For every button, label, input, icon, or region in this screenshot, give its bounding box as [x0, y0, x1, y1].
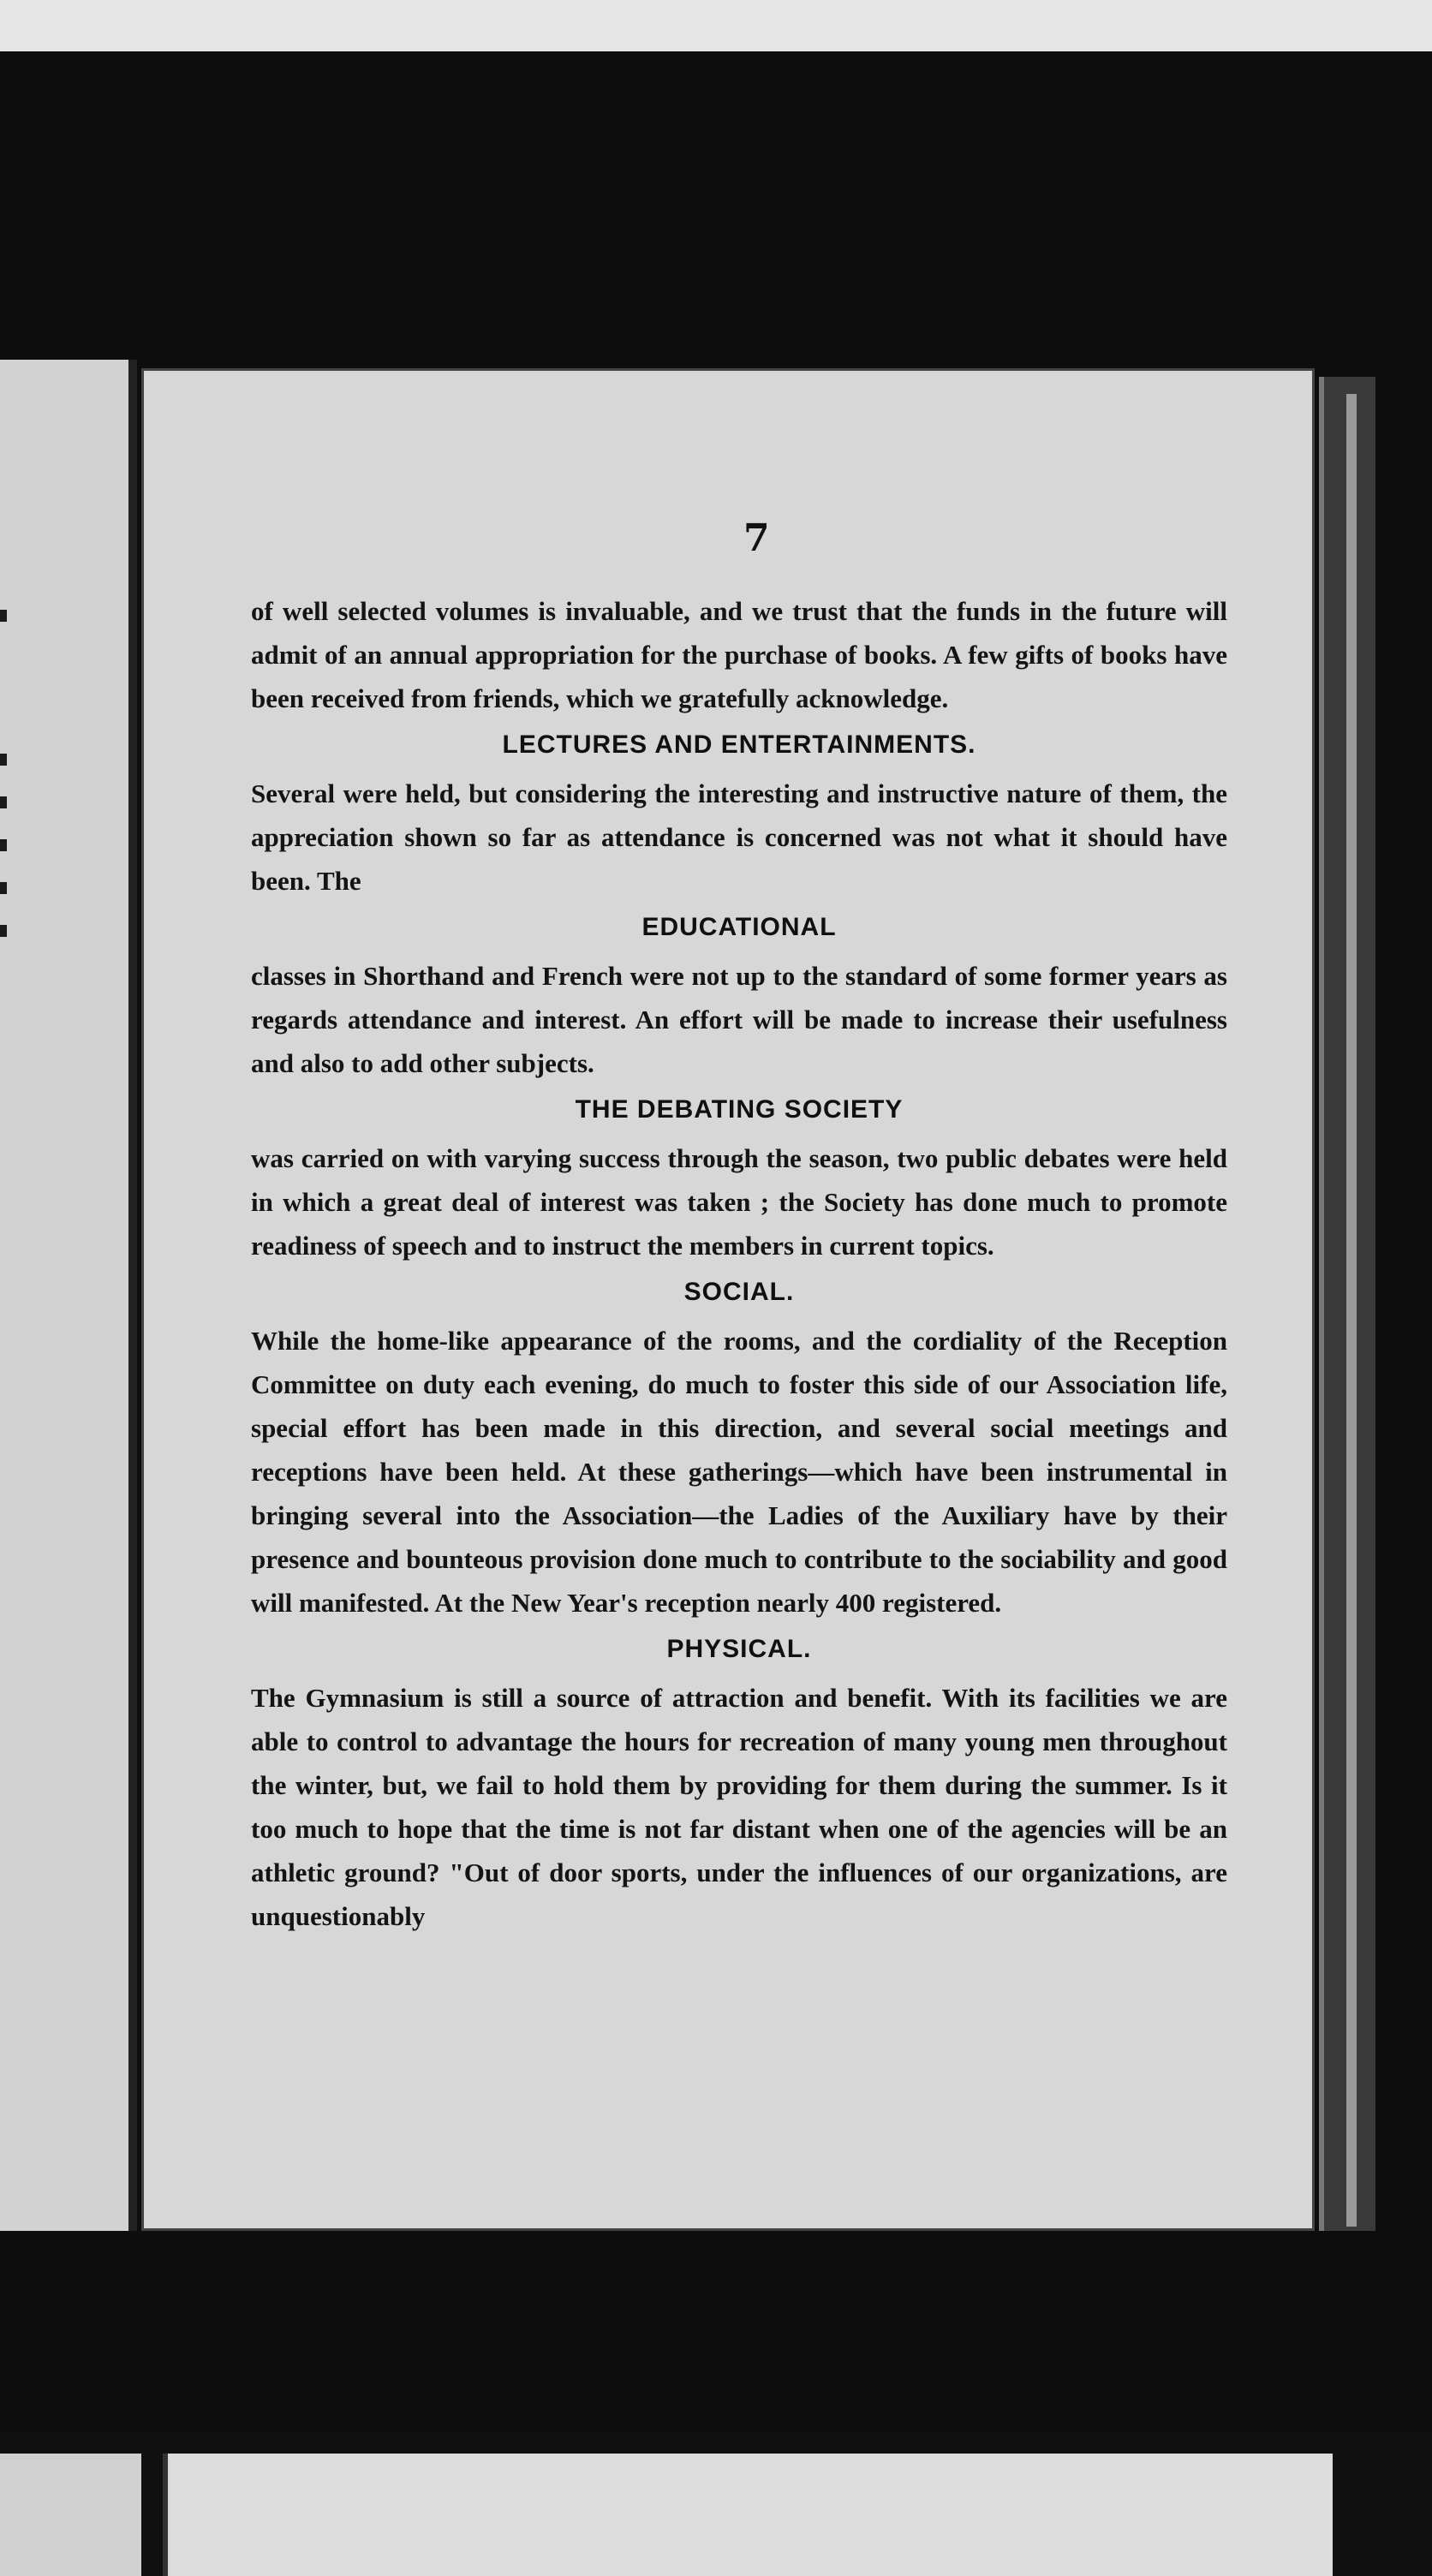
- document-page: [141, 368, 1315, 2231]
- right-page-edge-highlight: [1346, 394, 1357, 2227]
- adjacent-left-page: [0, 360, 137, 2231]
- debating-paragraph: was carried on with varying success through the season, two public debates were held in which a great deal of interest was taken ; the Society has done much to promote readiness of speech and to instruct the members in current topics.: [251, 1143, 1227, 1261]
- physical-heading: PHYSICAL.: [666, 1635, 812, 1663]
- film-top-strip: [0, 0, 1432, 51]
- lectures-paragraph: Several were held, but considering the interesting and instructive nature of them, the appreciation shown so far as attendance is concerned was not what it should have been. The: [251, 778, 1227, 896]
- educational-heading: EDUCATIONAL: [641, 913, 837, 941]
- left-page-edge-marks: [0, 360, 17, 2231]
- intro-paragraph: of well selected volumes is invaluable, and we trust that the funds in the future will admit of an annual appropriation for the purchase of books. A few gifts of books have been received from friends, which we gratefully acknowledge.: [251, 596, 1227, 713]
- next-frame-page: [163, 2454, 1333, 2576]
- page-number: 7: [743, 516, 770, 560]
- social-paragraph: While the home-like appearance of the rooms, and the cordiality of the Reception Committee on duty each evening, do much to foster this side of our Association life, special effort has been made in this direction, and several social meetings and receptions have been held. At these gatherings—which have been instrumental in bringing several into the Association—the Ladies of the Auxiliary have by their presence and bounteous provision done much to contribute to the sociability and good will manifested. At the New Year's reception nearly 400 registered.: [251, 1326, 1227, 1618]
- educational-paragraph: classes in Shorthand and French were not up to the standard of some former years as regards attendance and interest. An effort will be made to increase their usefulness and also to add other subjects.: [251, 961, 1227, 1078]
- next-frame-left-page: [0, 2454, 141, 2576]
- page-content: [251, 589, 1227, 1938]
- lectures-heading: LECTURES AND ENTERTAINMENTS.: [502, 730, 976, 759]
- physical-paragraph: The Gymnasium is still a source of attraction and benefit. With its facilities we are able to control to advantage the hours for recreation of many young men throughout the winter, but, we fail to hold them by providing for them during the summer. Is it too much to hope that the time is not far distant when one of the agencies will be an athletic ground? "Out of door sports, under the influences of our organizations, are unquestionably: [251, 1683, 1227, 1931]
- debating-heading: THE DEBATING SOCIETY: [575, 1095, 904, 1124]
- social-heading: SOCIAL.: [683, 1278, 795, 1306]
